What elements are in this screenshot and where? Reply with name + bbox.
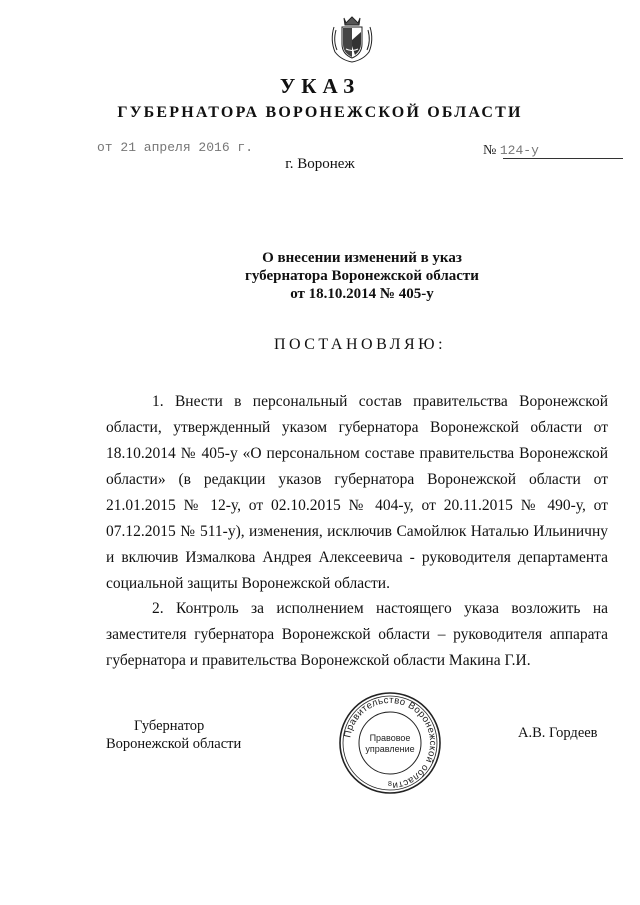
- signatory-title: [106, 717, 266, 753]
- subject-line-1: О внесении изменений в указ: [262, 250, 462, 266]
- body-paragraph-1: 1. Внести в персональный состав правительства Воронежской области, утвержденный указом губернатора Воронежской области от 18.10.2014 № 405-у «О персональном составе правительства Воронежской области» (в редакции указов губернатора Воронежской области от 21.01.2015 № 12-у, от 02.10.2015 № 404-у, от 20.11.2015 № 490-у, от 07.12.2015 № 511-у), изменения, исключив Самойлюк Наталью Ильиничну и включив Измалкова Андрея Алексеевича - руководителя департамента социальной защиты Воронежской области.: [106, 393, 608, 592]
- body-paragraph-2: 2. Контроль за исполнением настоящего указа возложить на заместителя губернатора Воронежской области – руководителя аппарата губернатора и правительства Воронежской области Макина Г.И.: [106, 600, 608, 669]
- decree-word: ПОСТАНОВЛЯЮ:: [273, 336, 447, 353]
- signatory-title-line-1: Губернатор: [134, 718, 205, 734]
- coat-of-arms-icon: [327, 14, 377, 66]
- city: г. Воронеж: [285, 156, 355, 172]
- number-label: №: [483, 143, 497, 158]
- official-stamp: [338, 691, 442, 795]
- document-date: от 21 апреля 2016 г.: [97, 140, 254, 155]
- issuer-heading: ГУБЕРНАТОРА ВОРОНЕЖСКОЙ ОБЛАСТИ: [117, 104, 523, 121]
- stamp-center-line-2: управление: [365, 744, 415, 754]
- stamp-center-line-1: Правовое: [369, 733, 411, 743]
- document-type-heading: УКАЗ: [279, 74, 361, 98]
- signatory-title-line-2: Воронежской области: [106, 736, 242, 752]
- stamp-ring-text: Правительство Воронежской области: [342, 694, 439, 792]
- number-value: 124-у: [499, 143, 539, 158]
- signer-name: А.В. Гордеев: [518, 725, 598, 741]
- subject-line-2: губернатора Воронежской области: [245, 268, 479, 284]
- document-subject: [0, 249, 640, 303]
- subject-line-3: от 18.10.2014 № 405-у: [290, 286, 434, 302]
- stamp-number: 8: [388, 781, 392, 788]
